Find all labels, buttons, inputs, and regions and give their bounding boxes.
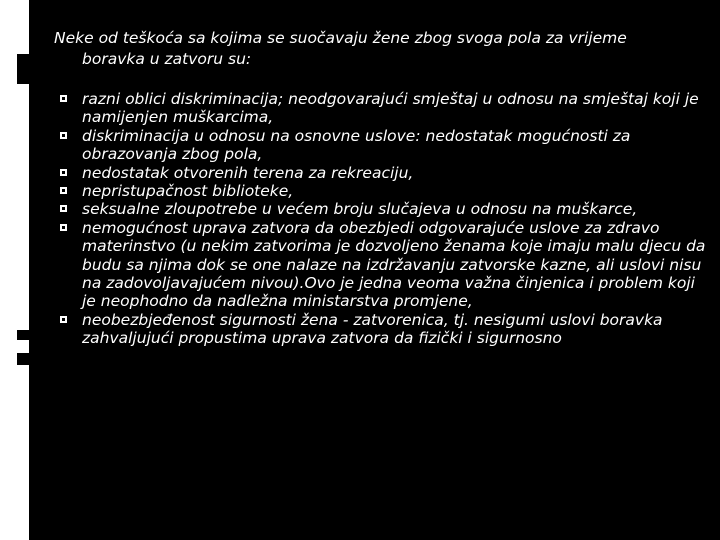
square-bullet-icon xyxy=(60,95,67,102)
square-bullet-icon xyxy=(60,316,67,323)
left-decor-gap xyxy=(29,0,31,540)
list-item xyxy=(36,127,706,164)
square-bullet-icon xyxy=(60,132,67,139)
list-item-text: razni oblici diskriminacija; neodgovarajući smještaj u odnosu na smještaj koji je namijenjen muškarcima, xyxy=(82,90,699,127)
square-bullet-icon xyxy=(60,224,67,231)
square-bullet-icon xyxy=(60,187,67,194)
list-item xyxy=(36,311,706,348)
intro-line-2: boravka u zatvoru su: xyxy=(82,50,252,68)
list-item xyxy=(36,90,706,127)
list-item-text: diskriminacija u odnosu na osnovne uslove: nedostatak mogućnosti za obrazovanja zbog pola, xyxy=(82,126,631,164)
slide-content xyxy=(36,28,706,348)
decor-block xyxy=(17,330,29,340)
intro-text xyxy=(54,28,706,70)
square-bullet-icon xyxy=(60,169,67,176)
list-item-text: seksualne zloupotrebe u većem broju slučajeva u odnosu na muškarce, xyxy=(82,200,638,219)
intro-line-1: Neke od teškoća sa kojima se suočavaju žene zbog svoga pola za vrijeme xyxy=(54,29,627,47)
decor-block xyxy=(17,353,29,365)
square-bullet-icon xyxy=(60,205,67,212)
list-item xyxy=(36,200,706,218)
list-item-text: nepristupačnost biblioteke, xyxy=(82,182,294,201)
list-item xyxy=(36,182,706,200)
bullet-list xyxy=(36,90,706,348)
list-item xyxy=(36,219,706,311)
list-item-text: nemogućnost uprava zatvora da obezbjedi odgovarajuće uslove za zdravo materinstvo (u nekim zatvorima je dozvoljeno ženama koje imaju malu djecu da budu sa njima dok se one nalaze na izdržavanju zatvorske kazne, ali uslovi nisu na zadovoljavajućem nivou).Ovo je jedna veoma važna činjenica i problem koji je neophodno da nadležna ministarstva promjene, xyxy=(82,218,706,311)
decor-block xyxy=(17,54,29,84)
list-item-text: neobezbjeđenost sigurnosti žena - zatvorenica, tj. nesigumi uslovi boravka zahvaljujući propustima uprava zatvora da fizički i sigurnosno xyxy=(82,310,663,348)
list-item xyxy=(36,164,706,182)
list-item-text: nedostatak otvorenih terena za rekreaciju, xyxy=(82,163,414,182)
